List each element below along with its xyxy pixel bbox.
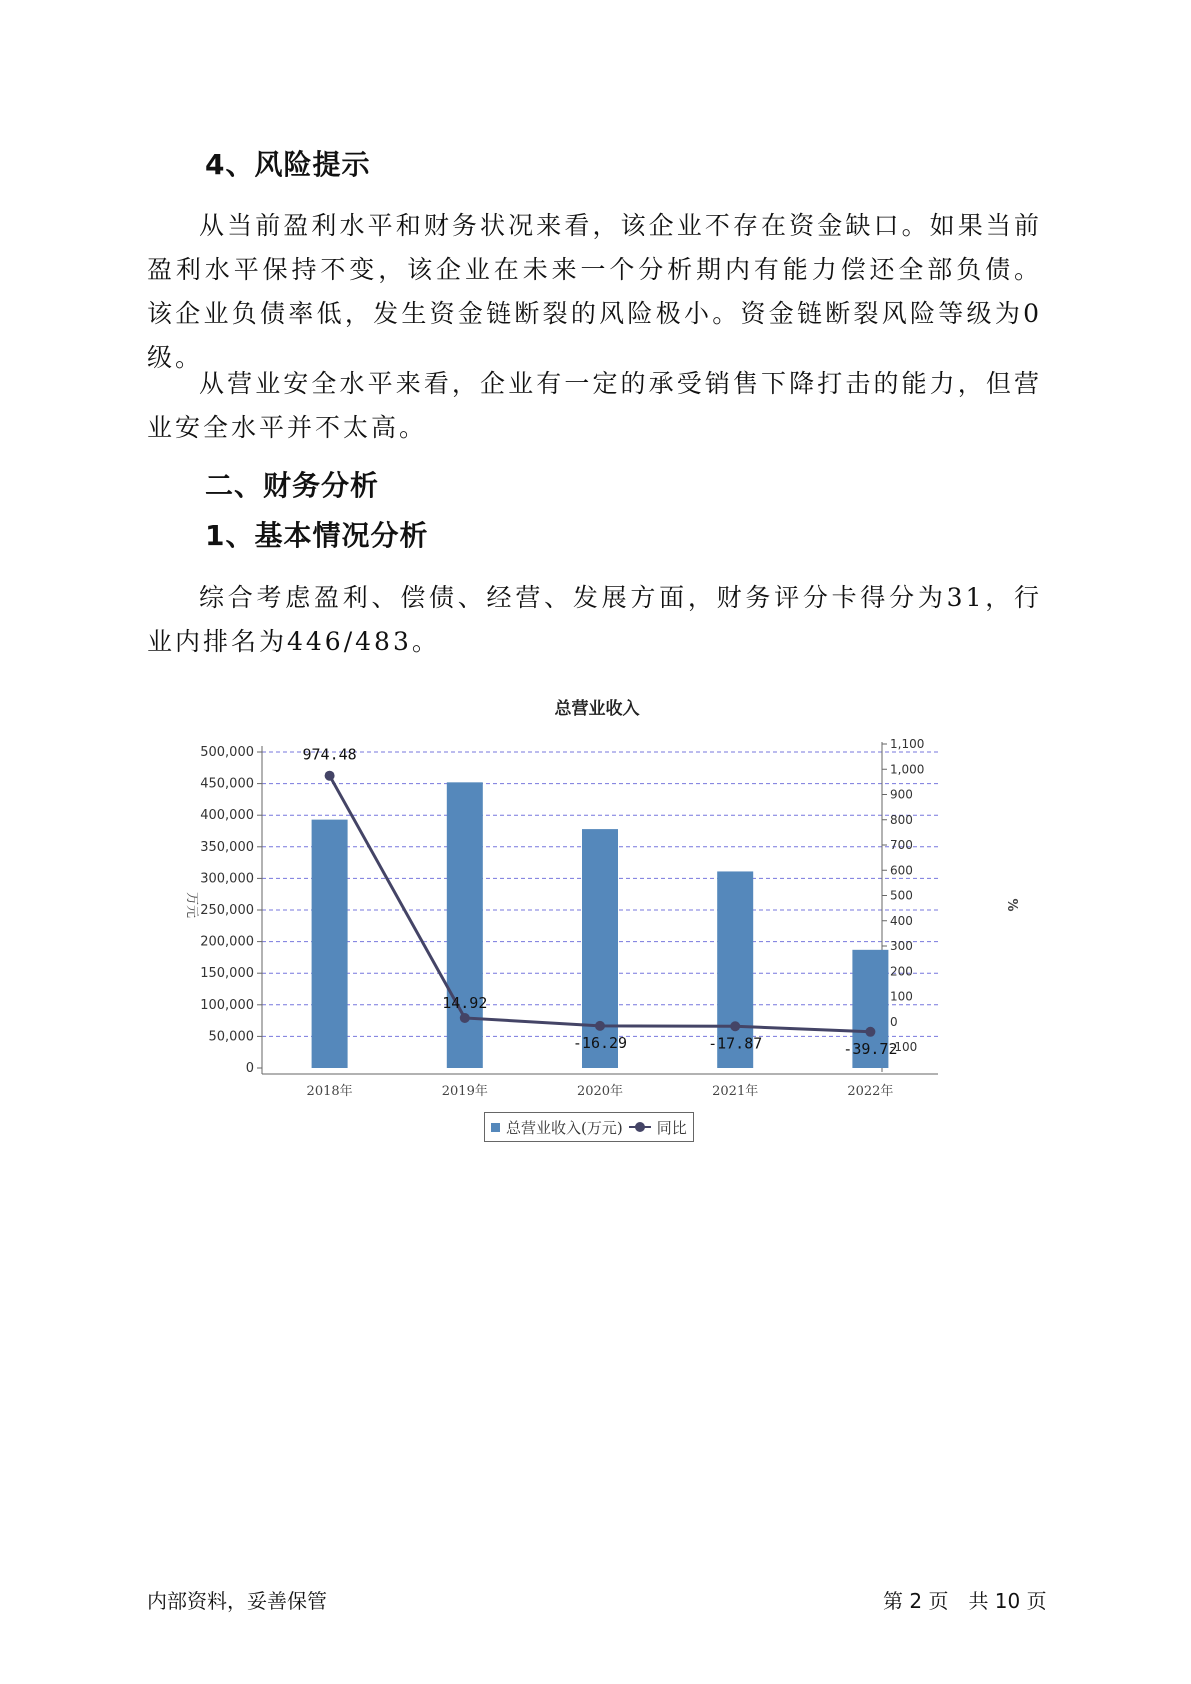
risk-paragraph-1: 从当前盈利水平和财务状况来看，该企业不存在资金缺口。如果当前盈利水平保持不变，该企业在未来一个分析期内有能力偿还全部负债。该企业负债率低，发生资金链断裂的风险极小。资金链断裂风险等级为0级。 bbox=[147, 211, 1042, 372]
chart-legend bbox=[484, 1112, 694, 1142]
right-tick-label: 0 bbox=[890, 1014, 898, 1029]
yoy-point bbox=[325, 771, 335, 781]
basic-analysis-paragraph: 综合考虑盈利、偿债、经营、发展方面，财务评分卡得分为31，行业内排名为446/483。 bbox=[147, 583, 1042, 656]
right-tick-label: 600 bbox=[890, 863, 913, 878]
footer-note: 内部资料，妥善保管 bbox=[147, 1589, 327, 1613]
page-number: 第 2 页 共 10 页 bbox=[883, 1589, 1047, 1613]
risk-paragraph-2: 从营业安全水平来看，企业有一定的承受销售下降打击的能力，但营业安全水平并不太高。 bbox=[147, 369, 1042, 442]
right-tick-label: 900 bbox=[890, 787, 913, 802]
left-tick-label: 150,000 bbox=[200, 966, 254, 982]
right-tick-label: 500 bbox=[890, 888, 913, 903]
right-tick-label: 800 bbox=[890, 812, 913, 827]
left-tick-label: 500,000 bbox=[200, 745, 254, 760]
yoy-data-label: -17.87 bbox=[708, 1034, 763, 1053]
legend-line-swatch bbox=[629, 1126, 651, 1128]
yoy-data-label: 14.92 bbox=[442, 993, 488, 1012]
right-tick-label: 200 bbox=[890, 964, 913, 979]
left-tick-label: 100,000 bbox=[200, 997, 254, 1013]
legend-line-label: 同比 bbox=[656, 1118, 687, 1137]
right-tick-label: 400 bbox=[890, 913, 913, 928]
right-tick-label: 100 bbox=[890, 989, 913, 1004]
section-heading-risk: 4、风险提示 bbox=[205, 148, 371, 181]
right-tick-label: -100 bbox=[890, 1040, 918, 1054]
right-tick-label: 300 bbox=[890, 939, 913, 953]
x-tick-label: 2021年 bbox=[712, 1084, 759, 1099]
yoy-data-label: 974.48 bbox=[302, 745, 357, 764]
left-tick-label: 250,000 bbox=[200, 903, 254, 918]
section-heading-financial: 二、财务分析 bbox=[205, 469, 380, 502]
legend-bar-swatch bbox=[491, 1123, 500, 1132]
x-tick-label: 2018年 bbox=[306, 1084, 353, 1099]
revenue-bar bbox=[312, 820, 348, 1068]
right-tick-label: 1,000 bbox=[890, 762, 925, 777]
left-tick-label: 400,000 bbox=[200, 808, 254, 824]
chart-title: 总营业收入 bbox=[554, 699, 640, 719]
yoy-point bbox=[865, 1027, 875, 1037]
yoy-data-label: -16.29 bbox=[572, 1033, 628, 1052]
legend-bar-label: 总营业收入(万元) bbox=[506, 1118, 623, 1137]
left-tick-label: 200,000 bbox=[200, 934, 254, 950]
x-tick-label: 2019年 bbox=[441, 1084, 488, 1099]
revenue-chart bbox=[170, 690, 1030, 1110]
yoy-data-label: -39.72 bbox=[843, 1039, 898, 1058]
left-tick-label: 450,000 bbox=[200, 776, 254, 792]
left-tick-label: 50,000 bbox=[208, 1029, 254, 1045]
right-tick-label: 1,100 bbox=[890, 737, 925, 751]
x-tick-label: 2020年 bbox=[576, 1084, 624, 1099]
left-tick-label: 300,000 bbox=[200, 871, 254, 887]
right-tick-label: 700 bbox=[890, 838, 913, 852]
left-axis-label: 万元 bbox=[184, 891, 199, 919]
yoy-point bbox=[730, 1021, 740, 1031]
revenue-bar bbox=[582, 829, 618, 1068]
x-tick-label: 2022年 bbox=[847, 1084, 894, 1099]
left-tick-label: 350,000 bbox=[200, 839, 254, 855]
revenue-bar bbox=[447, 782, 483, 1068]
right-axis-label: % bbox=[1004, 898, 1019, 912]
left-tick-label: 0 bbox=[245, 1061, 254, 1076]
subsection-heading-basic: 1、基本情况分析 bbox=[205, 519, 429, 552]
yoy-point bbox=[460, 1013, 470, 1023]
yoy-point bbox=[595, 1021, 605, 1031]
